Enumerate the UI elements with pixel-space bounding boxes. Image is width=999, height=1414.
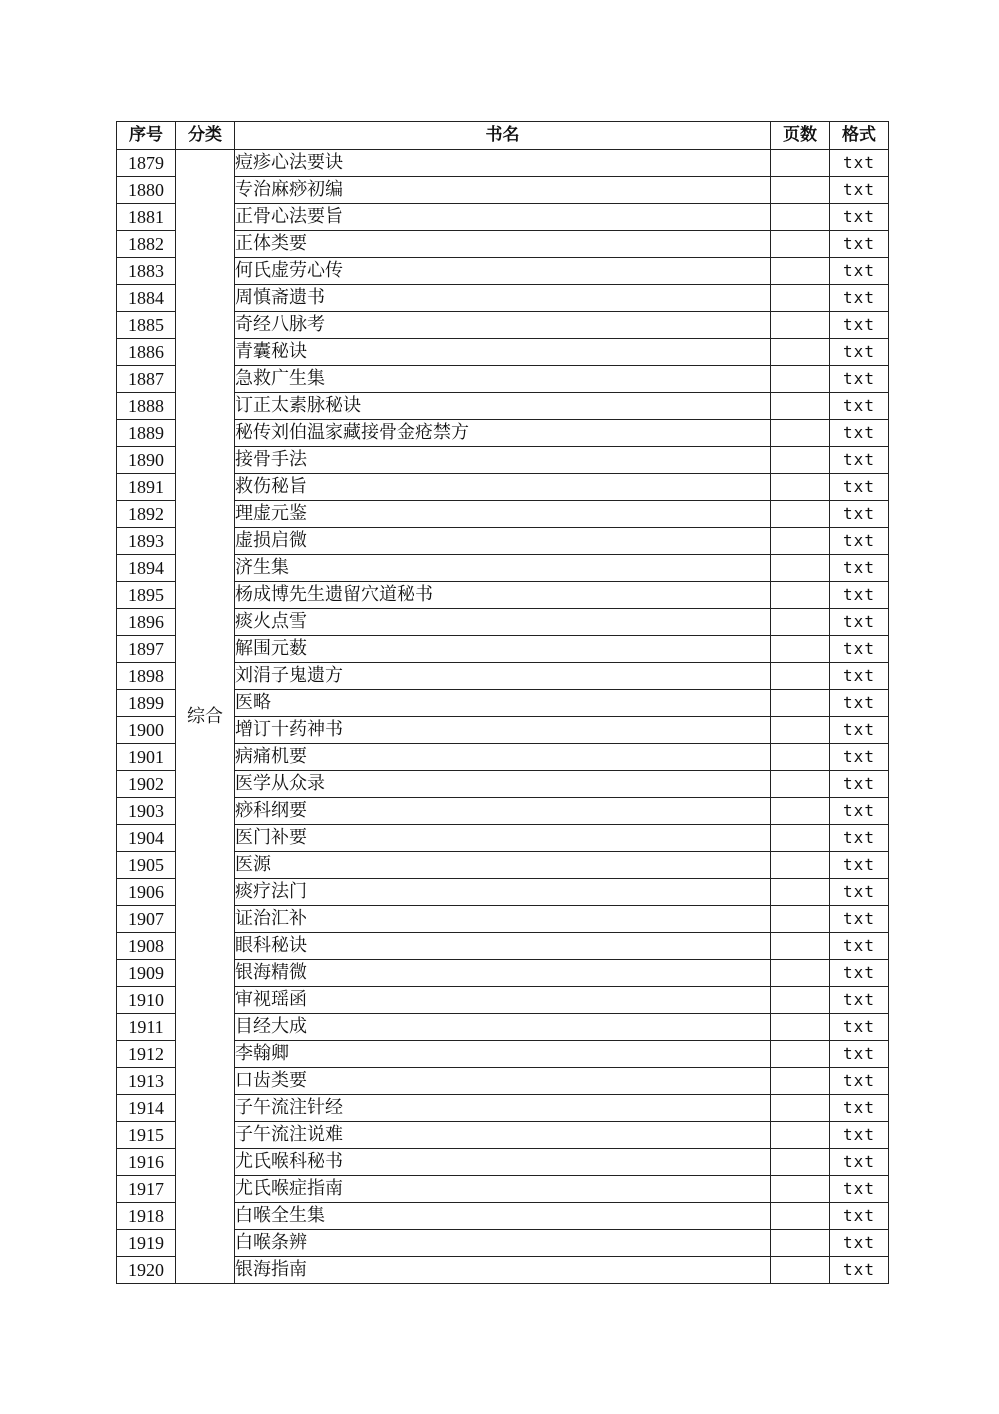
row-seq: 1912 (117, 1041, 176, 1068)
row-format: txt (830, 528, 889, 555)
row-seq: 1879 (117, 150, 176, 177)
row-format: txt (830, 474, 889, 501)
row-title: 刘涓子鬼遗方 (235, 663, 771, 690)
row-title: 青囊秘诀 (235, 339, 771, 366)
row-seq: 1892 (117, 501, 176, 528)
row-pages (771, 555, 830, 582)
row-seq: 1905 (117, 852, 176, 879)
row-seq: 1914 (117, 1095, 176, 1122)
table-header-row (117, 122, 889, 150)
row-seq: 1917 (117, 1176, 176, 1203)
row-title: 医门补要 (235, 825, 771, 852)
row-format: txt (830, 1095, 889, 1122)
row-pages (771, 177, 830, 204)
row-title: 李翰卿 (235, 1041, 771, 1068)
row-format: txt (830, 555, 889, 582)
row-pages (771, 825, 830, 852)
row-seq: 1891 (117, 474, 176, 501)
row-title: 银海精微 (235, 960, 771, 987)
row-format: txt (830, 447, 889, 474)
row-pages (771, 690, 830, 717)
row-format: txt (830, 393, 889, 420)
row-title: 虚损启微 (235, 528, 771, 555)
table-body (117, 150, 889, 1284)
row-title: 口齿类要 (235, 1068, 771, 1095)
row-seq: 1911 (117, 1014, 176, 1041)
row-seq: 1886 (117, 339, 176, 366)
row-pages (771, 1014, 830, 1041)
row-pages (771, 420, 830, 447)
row-format: txt (830, 1203, 889, 1230)
row-pages (771, 987, 830, 1014)
row-seq: 1913 (117, 1068, 176, 1095)
header-category: 分类 (176, 122, 235, 150)
row-title: 痧科纲要 (235, 798, 771, 825)
row-title: 子午流注说难 (235, 1122, 771, 1149)
row-title: 周慎斋遗书 (235, 285, 771, 312)
header-format: 格式 (830, 122, 889, 150)
row-pages (771, 1095, 830, 1122)
row-format: txt (830, 339, 889, 366)
row-title: 医源 (235, 852, 771, 879)
row-pages (771, 474, 830, 501)
header-title: 书名 (235, 122, 771, 150)
row-format: txt (830, 798, 889, 825)
row-seq: 1896 (117, 609, 176, 636)
row-pages (771, 771, 830, 798)
row-pages (771, 1176, 830, 1203)
row-seq: 1883 (117, 258, 176, 285)
row-title: 救伤秘旨 (235, 474, 771, 501)
row-title: 济生集 (235, 555, 771, 582)
row-pages (771, 150, 830, 177)
row-seq: 1881 (117, 204, 176, 231)
row-seq: 1897 (117, 636, 176, 663)
row-pages (771, 879, 830, 906)
row-seq: 1895 (117, 582, 176, 609)
row-title: 痘疹心法要诀 (235, 150, 771, 177)
row-seq: 1899 (117, 690, 176, 717)
row-format: txt (830, 1257, 889, 1284)
row-seq: 1888 (117, 393, 176, 420)
row-format: txt (830, 1230, 889, 1257)
row-pages (771, 744, 830, 771)
row-seq: 1898 (117, 663, 176, 690)
row-pages (771, 204, 830, 231)
row-pages (771, 852, 830, 879)
row-title: 正骨心法要旨 (235, 204, 771, 231)
row-title: 痰火点雪 (235, 609, 771, 636)
row-format: txt (830, 258, 889, 285)
row-seq: 1919 (117, 1230, 176, 1257)
row-seq: 1885 (117, 312, 176, 339)
row-seq: 1889 (117, 420, 176, 447)
row-seq: 1904 (117, 825, 176, 852)
row-seq: 1918 (117, 1203, 176, 1230)
row-pages (771, 1041, 830, 1068)
row-pages (771, 717, 830, 744)
row-title: 正体类要 (235, 231, 771, 258)
row-format: txt (830, 150, 889, 177)
row-title: 子午流注针经 (235, 1095, 771, 1122)
row-title: 急救广生集 (235, 366, 771, 393)
row-format: txt (830, 1068, 889, 1095)
row-pages (771, 1203, 830, 1230)
row-seq: 1890 (117, 447, 176, 474)
row-seq: 1907 (117, 906, 176, 933)
row-format: txt (830, 690, 889, 717)
row-format: txt (830, 1176, 889, 1203)
row-pages (771, 906, 830, 933)
row-title: 目经大成 (235, 1014, 771, 1041)
row-title: 理虚元鉴 (235, 501, 771, 528)
row-pages (771, 582, 830, 609)
row-format: txt (830, 1122, 889, 1149)
row-pages (771, 258, 830, 285)
row-format: txt (830, 609, 889, 636)
row-format: txt (830, 852, 889, 879)
row-format: txt (830, 663, 889, 690)
row-title: 眼科秘诀 (235, 933, 771, 960)
row-pages (771, 447, 830, 474)
row-seq: 1893 (117, 528, 176, 555)
row-seq: 1884 (117, 285, 176, 312)
row-pages (771, 339, 830, 366)
row-title: 医略 (235, 690, 771, 717)
row-format: txt (830, 366, 889, 393)
category-cell: 综合 (176, 150, 235, 1284)
row-pages (771, 501, 830, 528)
row-pages (771, 1257, 830, 1284)
row-title: 医学从众录 (235, 771, 771, 798)
row-format: txt (830, 204, 889, 231)
row-pages (771, 798, 830, 825)
row-seq: 1902 (117, 771, 176, 798)
row-format: txt (830, 1149, 889, 1176)
row-format: txt (830, 420, 889, 447)
header-pages: 页数 (771, 122, 830, 150)
row-pages (771, 231, 830, 258)
row-title: 尤氏喉症指南 (235, 1176, 771, 1203)
row-title: 白喉全生集 (235, 1203, 771, 1230)
row-title: 杨成博先生遗留穴道秘书 (235, 582, 771, 609)
row-seq: 1906 (117, 879, 176, 906)
row-seq: 1915 (117, 1122, 176, 1149)
row-format: txt (830, 582, 889, 609)
row-format: txt (830, 933, 889, 960)
row-pages (771, 663, 830, 690)
row-format: txt (830, 1014, 889, 1041)
row-pages (771, 933, 830, 960)
row-seq: 1900 (117, 717, 176, 744)
row-title: 秘传刘伯温家藏接骨金疮禁方 (235, 420, 771, 447)
row-seq: 1908 (117, 933, 176, 960)
row-title: 银海指南 (235, 1257, 771, 1284)
row-format: txt (830, 960, 889, 987)
row-seq: 1903 (117, 798, 176, 825)
row-pages (771, 312, 830, 339)
row-seq: 1894 (117, 555, 176, 582)
row-title: 何氏虚劳心传 (235, 258, 771, 285)
table-row (117, 150, 889, 177)
row-seq: 1887 (117, 366, 176, 393)
row-title: 解围元薮 (235, 636, 771, 663)
row-seq: 1882 (117, 231, 176, 258)
row-title: 尤氏喉科秘书 (235, 1149, 771, 1176)
row-format: txt (830, 636, 889, 663)
row-pages (771, 366, 830, 393)
row-title: 痰疗法门 (235, 879, 771, 906)
row-format: txt (830, 1041, 889, 1068)
book-list-table (116, 121, 889, 1284)
row-seq: 1920 (117, 1257, 176, 1284)
row-pages (771, 960, 830, 987)
row-format: txt (830, 879, 889, 906)
row-format: txt (830, 177, 889, 204)
row-pages (771, 393, 830, 420)
row-title: 病痛机要 (235, 744, 771, 771)
row-pages (771, 1068, 830, 1095)
row-title: 奇经八脉考 (235, 312, 771, 339)
row-format: txt (830, 717, 889, 744)
row-format: txt (830, 501, 889, 528)
row-title: 证治汇补 (235, 906, 771, 933)
header-seq: 序号 (117, 122, 176, 150)
row-title: 接骨手法 (235, 447, 771, 474)
row-title: 白喉条辨 (235, 1230, 771, 1257)
row-format: txt (830, 771, 889, 798)
row-format: txt (830, 825, 889, 852)
row-format: txt (830, 312, 889, 339)
row-format: txt (830, 744, 889, 771)
row-title: 专治麻痧初编 (235, 177, 771, 204)
row-format: txt (830, 906, 889, 933)
row-title: 审视瑶函 (235, 987, 771, 1014)
row-pages (771, 1230, 830, 1257)
row-pages (771, 636, 830, 663)
row-format: txt (830, 231, 889, 258)
row-pages (771, 609, 830, 636)
row-seq: 1916 (117, 1149, 176, 1176)
row-format: txt (830, 285, 889, 312)
row-pages (771, 528, 830, 555)
row-seq: 1910 (117, 987, 176, 1014)
row-title: 增订十药神书 (235, 717, 771, 744)
row-pages (771, 285, 830, 312)
row-title: 订正太素脉秘诀 (235, 393, 771, 420)
row-format: txt (830, 987, 889, 1014)
row-pages (771, 1122, 830, 1149)
row-seq: 1901 (117, 744, 176, 771)
row-seq: 1880 (117, 177, 176, 204)
row-pages (771, 1149, 830, 1176)
row-seq: 1909 (117, 960, 176, 987)
